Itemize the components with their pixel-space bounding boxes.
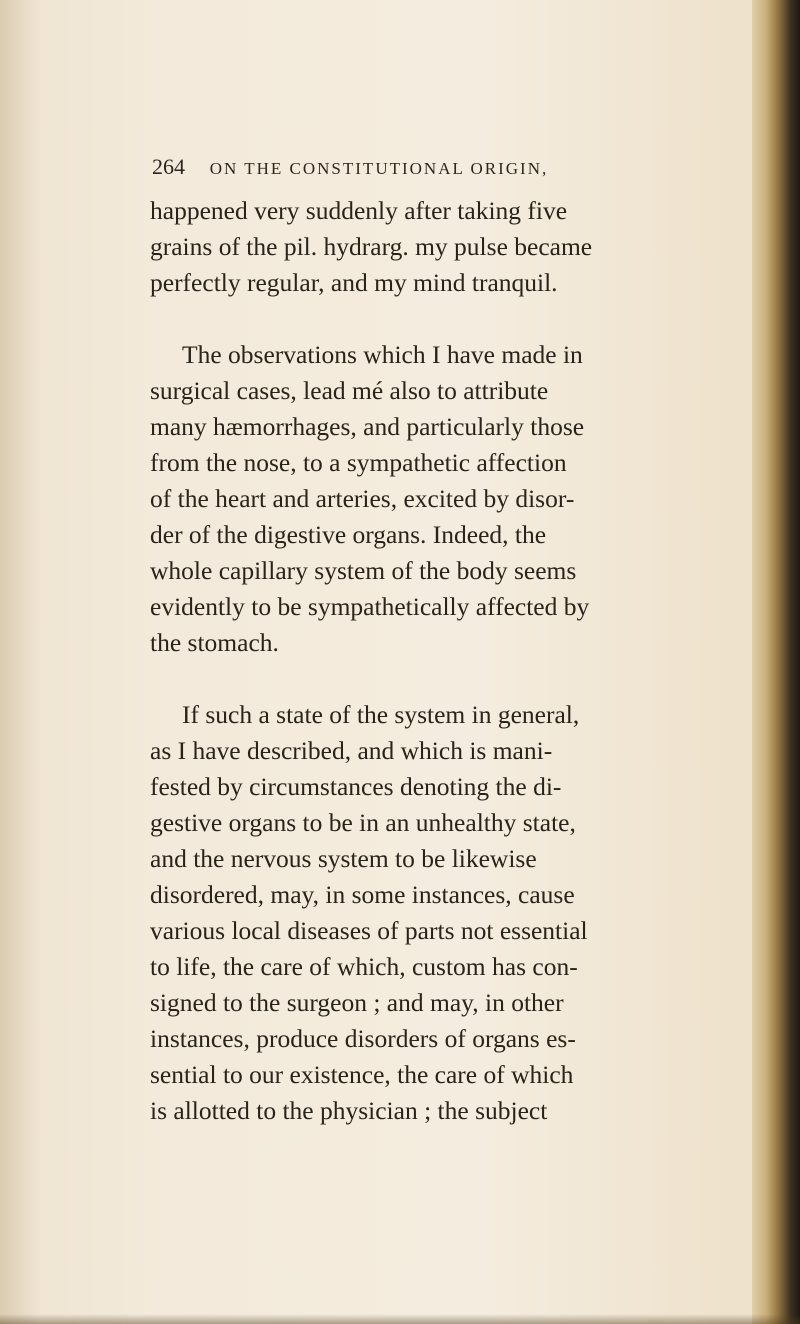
text-line: grains of the pil. hydrarg. my pulse became <box>150 232 593 261</box>
text-line: If such a state of the system in general, <box>182 700 580 729</box>
text-line: various local diseases of parts not essential <box>150 916 588 945</box>
page-edge <box>752 0 800 1324</box>
text-line: surgical cases, lead mé also to attribute <box>150 376 549 405</box>
text-line: as I have described, and which is mani- <box>150 736 553 765</box>
paragraph <box>150 697 716 1129</box>
paragraph-gap <box>150 301 716 337</box>
text-line: The observations which I have made in <box>182 340 583 369</box>
paragraph <box>150 337 716 661</box>
body-text <box>150 193 716 1129</box>
text-line: sential to our existence, the care of which <box>150 1060 574 1089</box>
page-number: 264 <box>152 154 185 179</box>
text-line: many hæmorrhages, and particularly those <box>150 412 585 441</box>
text-line: gestive organs to be in an unhealthy state, <box>150 808 576 837</box>
running-title: ON THE CONSTITUTIONAL ORIGIN, <box>209 159 549 178</box>
text-line: and the nervous system to be likewise <box>150 844 537 873</box>
text-line: the stomach. <box>150 628 279 657</box>
text-line: instances, produce disorders of organs es- <box>150 1024 576 1053</box>
text-line: of the heart and arteries, excited by disor- <box>150 484 575 513</box>
text-line: happened very suddenly after taking five <box>150 196 568 225</box>
paragraph-gap <box>150 661 716 697</box>
text-line: perfectly regular, and my mind tranquil. <box>150 268 558 297</box>
page-bottom-edge <box>0 1314 800 1324</box>
text-line: disordered, may, in some instances, cause <box>150 880 575 909</box>
paragraph <box>150 193 716 301</box>
text-line: signed to the surgeon ; and may, in other <box>150 988 564 1017</box>
text-line: from the nose, to a sympathetic affection <box>150 448 567 477</box>
page-header <box>152 154 712 184</box>
text-line: is allotted to the physician ; the subject <box>150 1096 548 1125</box>
text-line: to life, the care of which, custom has con- <box>150 952 578 981</box>
text-line: whole capillary system of the body seems <box>150 556 577 585</box>
page-gutter-shadow <box>0 0 40 1324</box>
text-line: fested by circumstances denoting the di- <box>150 772 562 801</box>
text-line: der of the digestive organs. Indeed, the <box>150 520 547 549</box>
text-line: evidently to be sympathetically affected by <box>150 592 590 621</box>
